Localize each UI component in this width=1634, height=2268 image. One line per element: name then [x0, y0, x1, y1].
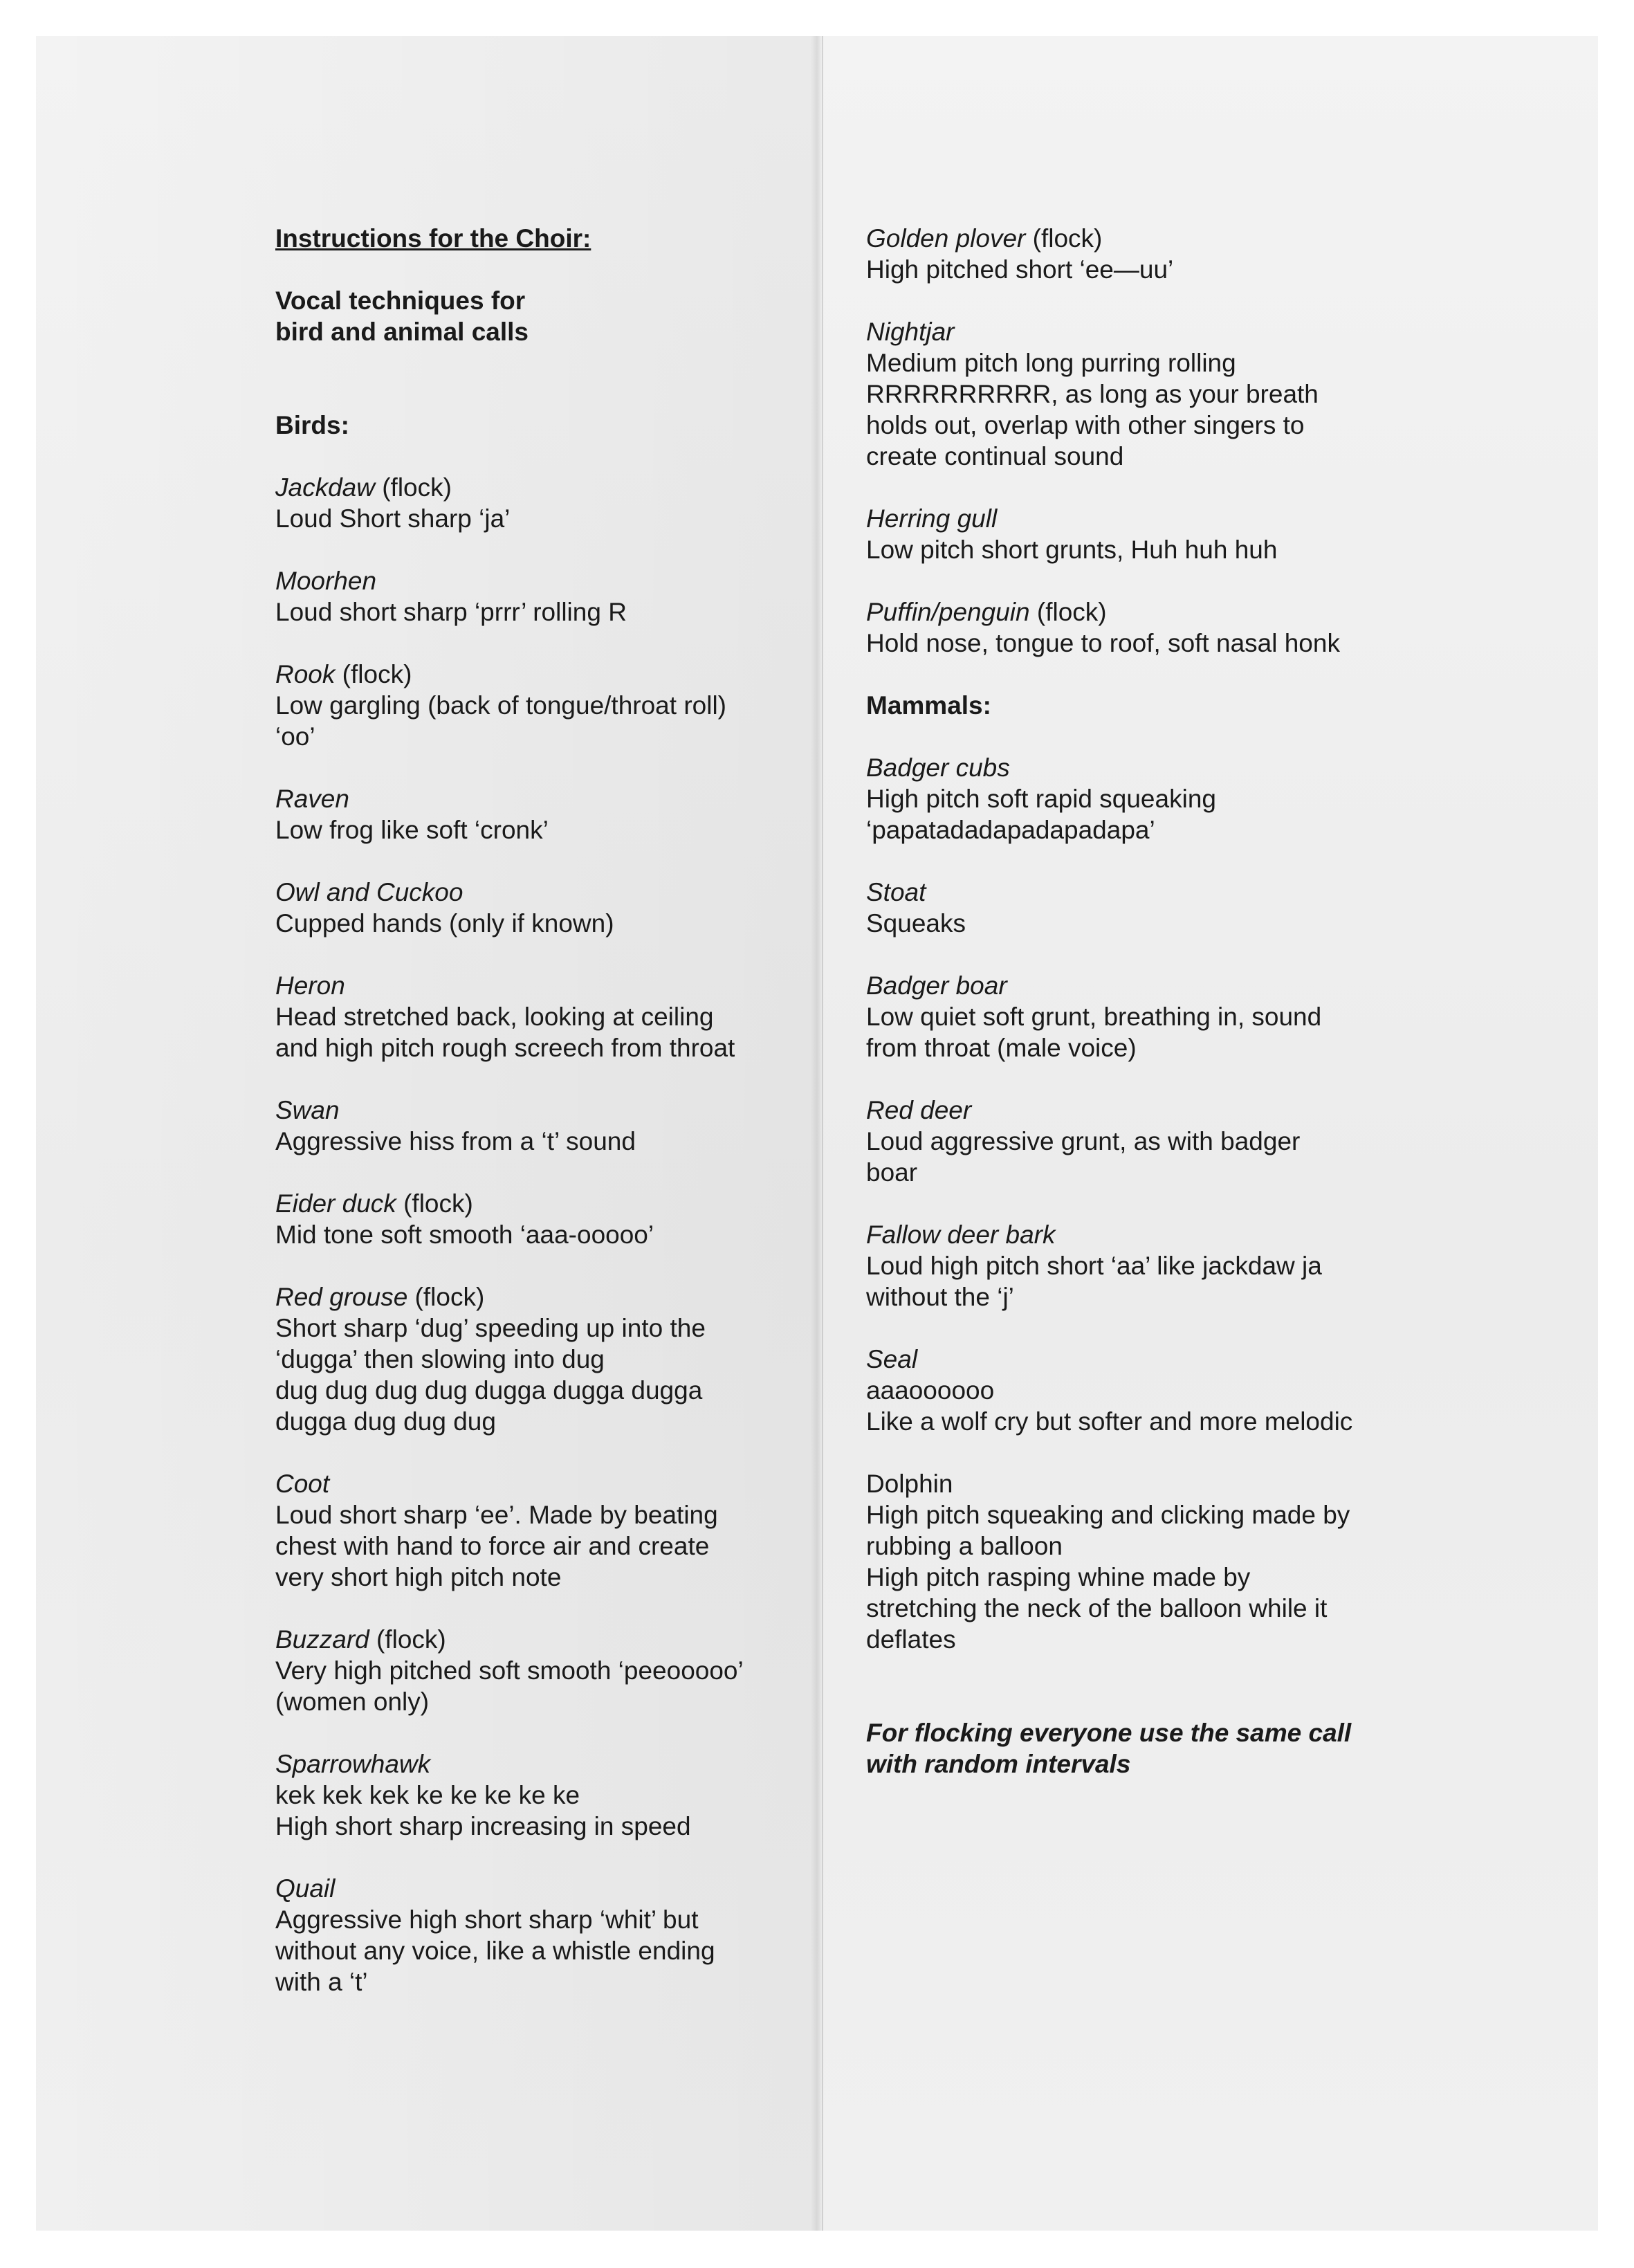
call-description-line: with a ‘t’ [275, 1968, 368, 1996]
call-entry-header [275, 565, 801, 596]
subtitle-line-1: Vocal techniques for [275, 286, 526, 315]
call-entry [866, 316, 1392, 472]
call-description-line: Medium pitch long purring rolling [866, 349, 1236, 377]
animal-name: Seal [866, 1345, 918, 1373]
call-description-line: create continual sound [866, 442, 1124, 470]
call-description-line: chest with hand to force air and create [275, 1532, 710, 1560]
call-entry [275, 783, 801, 845]
animal-name: Fallow deer bark [866, 1220, 1056, 1249]
flocking-note [866, 1717, 1392, 1780]
call-description-line: very short high pitch note [275, 1563, 562, 1591]
flock-tag: (flock) [403, 1189, 473, 1218]
call-entry-header [866, 970, 1392, 1001]
dolphin-description-line: stretching the neck of the balloon while it [866, 1594, 1328, 1622]
call-entry [866, 752, 1392, 845]
animal-name: Moorhen [275, 567, 377, 595]
call-entry-header [275, 1624, 801, 1655]
call-description-line: Loud high pitch short ‘aa’ like jackdaw ja [866, 1252, 1322, 1280]
call-entry-header [275, 783, 801, 814]
dolphin-name: Dolphin [866, 1470, 953, 1498]
animal-name: Rook [275, 660, 336, 688]
animal-name: Stoat [866, 878, 926, 906]
dolphin-lines [866, 1499, 1392, 1655]
call-entry [275, 659, 801, 752]
call-description-line: without the ‘j’ [866, 1283, 1014, 1311]
call-description-line: Loud aggressive grunt, as with badger [866, 1127, 1301, 1155]
call-description-line: High pitched short ‘ee—uu’ [866, 255, 1174, 284]
call-entry [275, 1281, 801, 1437]
call-entry [275, 1624, 801, 1717]
left-column [275, 223, 801, 2029]
call-description-line: dugga dug dug dug [275, 1407, 496, 1436]
spacer [275, 347, 801, 410]
animal-name: Puffin/penguin [866, 598, 1030, 626]
call-entry-header [866, 1344, 1392, 1375]
paper-fold [822, 36, 823, 2231]
animal-name: Red grouse [275, 1283, 408, 1311]
subtitle-line-2: bird and animal calls [275, 318, 529, 346]
call-entry-header [866, 1095, 1392, 1126]
birds-heading: Birds: [275, 411, 349, 439]
call-entry [275, 1748, 801, 1842]
call-entry-header [866, 503, 1392, 534]
animal-name: Owl and Cuckoo [275, 878, 463, 906]
call-entry [866, 596, 1392, 659]
dolphin-entry [866, 1468, 1392, 1655]
mammals-heading: Mammals: [866, 691, 991, 720]
call-entry-header [866, 596, 1392, 628]
call-description-line: Low frog like soft ‘cronk’ [275, 816, 549, 844]
flock-tag: (flock) [414, 1283, 485, 1311]
birds-right-list [866, 223, 1392, 659]
animal-name: Buzzard [275, 1625, 369, 1654]
call-entry-header [275, 1188, 801, 1219]
call-entry-header [866, 316, 1392, 347]
flocking-note-line-1: For flocking everyone use the same call [866, 1719, 1352, 1747]
animal-name: Golden plover [866, 224, 1026, 253]
animal-name: Jackdaw [275, 473, 375, 502]
flock-tag: (flock) [342, 660, 412, 688]
call-description-line: without any voice, like a whistle ending [275, 1937, 715, 1965]
call-entry-header [275, 1281, 801, 1313]
call-description-line: aaaoooooo [866, 1376, 995, 1405]
animal-name: Red deer [866, 1096, 972, 1124]
mammals-list [866, 752, 1392, 1437]
birds-list [275, 472, 801, 1997]
right-column [866, 223, 1392, 1780]
page-title: Instructions for the Choir: [275, 224, 591, 253]
call-description-line: holds out, overlap with other singers to [866, 411, 1305, 439]
call-description-line: kek kek kek ke ke ke ke ke [275, 1781, 580, 1809]
call-entry-header [866, 1219, 1392, 1250]
call-description-line: (women only) [275, 1688, 430, 1716]
call-entry [275, 1095, 801, 1157]
call-description-line: High pitch soft rapid squeaking [866, 785, 1216, 813]
call-description-line: High short sharp increasing in speed [275, 1812, 691, 1840]
call-entry-header [275, 659, 801, 690]
animal-name: Badger cubs [866, 753, 1010, 782]
call-description-line: Squeaks [866, 909, 966, 938]
call-entry-header [275, 877, 801, 908]
call-description-line: and high pitch rough screech from throat [275, 1034, 735, 1062]
dolphin-description-line: High pitch rasping whine made by [866, 1563, 1251, 1591]
call-entry [275, 877, 801, 939]
call-entry-header [866, 877, 1392, 908]
call-entry [866, 223, 1392, 285]
call-entry-header [275, 472, 801, 503]
call-entry [866, 970, 1392, 1063]
flock-tag: (flock) [376, 1625, 446, 1654]
call-entry-header [275, 1095, 801, 1126]
call-description-line: Low quiet soft grunt, breathing in, sound [866, 1003, 1322, 1031]
animal-name: Raven [275, 785, 349, 813]
call-entry [866, 1344, 1392, 1437]
call-entry [275, 1468, 801, 1593]
call-description-line: ‘papatadadapadapadapa’ [866, 816, 1155, 844]
call-description-line: ‘dugga’ then slowing into dug [275, 1345, 605, 1373]
animal-name: Heron [275, 971, 345, 1000]
call-entry [866, 1095, 1392, 1188]
call-description-line: Low gargling (back of tongue/throat roll) [275, 691, 726, 720]
call-entry-header [275, 970, 801, 1001]
call-entry [866, 503, 1392, 565]
animal-name: Herring gull [866, 504, 998, 533]
call-entry [275, 1873, 801, 1997]
animal-name: Coot [275, 1470, 330, 1498]
flock-tag: (flock) [382, 473, 452, 502]
dolphin-description-line: High pitch squeaking and clicking made by [866, 1501, 1350, 1529]
call-entry-header [866, 752, 1392, 783]
call-description-line: Like a wolf cry but softer and more melodic [866, 1407, 1353, 1436]
animal-name: Nightjar [866, 318, 955, 346]
call-description-line: Aggressive hiss from a ‘t’ sound [275, 1127, 636, 1155]
call-description-line: ‘oo’ [275, 722, 315, 751]
call-entry [866, 877, 1392, 939]
dolphin-description-line: rubbing a balloon [866, 1532, 1063, 1560]
call-description-line: from throat (male voice) [866, 1034, 1137, 1062]
call-description-line: Short sharp ‘dug’ speeding up into the [275, 1314, 706, 1342]
call-description-line: dug dug dug dug dugga dugga dugga [275, 1376, 703, 1405]
call-entry-header [275, 1748, 801, 1780]
call-entry [275, 970, 801, 1063]
call-entry [275, 472, 801, 534]
call-description-line: Low pitch short grunts, Huh huh huh [866, 536, 1278, 564]
animal-name: Eider duck [275, 1189, 396, 1218]
flocking-note-line-2: with random intervals [866, 1750, 1131, 1778]
animal-name: Badger boar [866, 971, 1007, 1000]
call-entry-header [275, 1468, 801, 1499]
call-entry [275, 565, 801, 628]
call-entry [275, 1188, 801, 1250]
call-entry-header [275, 1873, 801, 1904]
dolphin-description-line: deflates [866, 1625, 956, 1654]
flock-tag: (flock) [1036, 598, 1107, 626]
flock-tag: (flock) [1032, 224, 1103, 253]
call-description-line: Mid tone soft smooth ‘aaa-ooooo’ [275, 1220, 654, 1249]
animal-name: Swan [275, 1096, 340, 1124]
call-description-line: Hold nose, tongue to roof, soft nasal honk [866, 629, 1340, 657]
call-description-line: Loud Short sharp ‘ja’ [275, 504, 511, 533]
call-entry-header [866, 223, 1392, 254]
animal-name: Sparrowhawk [275, 1750, 431, 1778]
call-description-line: boar [866, 1158, 918, 1187]
call-description-line: Very high pitched soft smooth ‘peeooooo’ [275, 1656, 744, 1685]
call-description-line: RRRRRRRRRR, as long as your breath [866, 380, 1319, 408]
call-description-line: Aggressive high short sharp ‘whit’ but [275, 1905, 699, 1934]
call-entry [866, 1219, 1392, 1313]
call-description-line: Loud short sharp ‘prrr’ rolling R [275, 598, 627, 626]
call-description-line: Head stretched back, looking at ceiling [275, 1003, 714, 1031]
call-description-line: Cupped hands (only if known) [275, 909, 614, 938]
call-description-line: Loud short sharp ‘ee’. Made by beating [275, 1501, 718, 1529]
animal-name: Quail [275, 1874, 336, 1903]
